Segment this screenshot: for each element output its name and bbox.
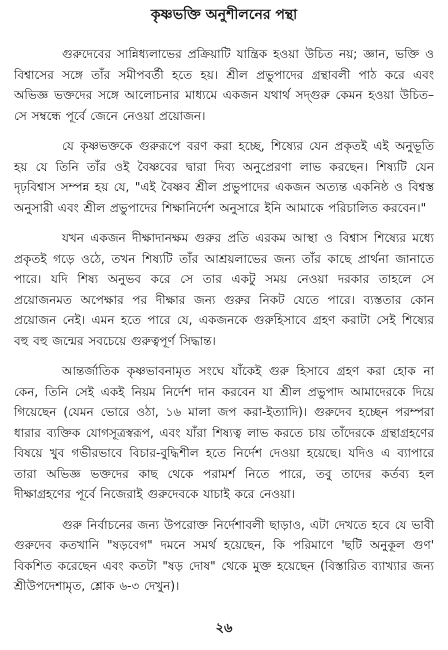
paragraph-2: যে কৃষ্ণভক্তকে গুরুরূপে বরণ করা হচ্ছে, শিষ্যের যেন প্রকৃতই এই অনুভূতি হয় যে তিনি তাঁর ওই বৈষ্ণবের দ্বারা দিব্য অনুপ্রেরণা লাভ করছেন। শিষ্যটি যেন দৃঢ়বিশ্বাস সম্পন্ন হয় যে, "এই বৈষ্ণব শ্রীল প্রভুপাদের একজন অত্যন্ত একনিষ্ঠ ও বিশ্বস্ত অনুসারী এবং শ্রীল প্রভুপাদের শিক্ষানির্দেশ অনুসারে ইনি আমাকে পরিচালিত করবেন।"	[14, 139, 434, 215]
page-title: কৃষ্ণভক্তি অনুশীলনের পন্থা	[150, 7, 298, 23]
paragraph-5: গুরু নির্বাচনের জন্য উপরোক্ত নির্দেশাবলী ছাড়াও, এটা দেখতে হবে যে ভাবী গুরুদেব কতখানি "ষড়বেগ" দমনে সমর্থ হয়েছেন, কি পরিমাণে 'ছটি অনুকূল গুণ' বিকশিত করেছেন এবং কতটা "ষড় দোষ" থেকে মুক্ত হয়েছেন (বিস্তারিত ব্যাখ্যার জন্য শ্রীউপদেশামৃত, শ্লোক ৬-৩ দেখুন)।	[14, 517, 434, 593]
paragraph-3: যখন একজন দীক্ষাদানক্ষম গুরুর প্রতি এরকম আস্থা ও বিশ্বাস শিষ্যের মধ্যে প্রকৃতই গড়ে ওঠে, তখন শিষ্যটি তাঁর আশ্রয়লাভের জন্য তাঁর কাছে প্রার্থনা জানাতে পারে। যদি শিষ্য অনুভব করে সে তার একটু সময় নেওয়া দরকার তাহলে সে প্রয়োজনমত অপেক্ষার পর দীক্ষার জন্য গুরুর নিকট যেতে পারে। ব্যস্ততার কোন প্রয়োজন নেই। এমন হতে পারে যে, একজনকে গুরুহিসাবে গ্রহণ করাটা সেই শিষ্যের বহু বহু জন্মের সবচেয়ে গুরুত্বপূর্ণ সিদ্ধান্ত।	[14, 231, 434, 348]
paragraph-1: গুরুদেবের সান্নিধ্যলাভের প্রক্রিয়াটি যান্ত্রিক হওয়া উচিত নয়; জ্ঞান, ভক্তি ও বিশ্বাসের সঙ্গে তাঁর সমীপবর্তী হতে হয়। শ্রীল প্রভুপাদের গ্রন্থাবলী পাঠ করে এবং অভিজ্ঞ ভক্তদের সঙ্গে আলোচনার মাধ্যমে একজন যথার্থ সদ্গুরু কেমন হওয়া উচিত– সে সম্বন্ধে পূর্বে জেনে নেওয়া প্রয়োজন।	[14, 47, 434, 123]
page-number: ২৬	[215, 621, 233, 636]
paragraph-4: আন্তর্জাতিক কৃষ্ণভাবনামৃত সংঘে যাঁকেই গুরু হিসাবে গ্রহণ করা হোক না কেন, তিনি সেই একই নিয়ম নির্দেশ দান করবেন যা শ্রীল প্রভুপাদ আমাদেরকে দিয়ে গিয়েছেন (যেমন ভোরে ওঠা, ১৬ মালা জপ করা-ইত্যাদি)। গুরুদেব হচ্ছেন পরম্পরা ধারার ব্যক্তিক যোগসূত্রস্বরূপ, এবং যাঁরা শিষ্যত্ব লাভ করতে চায় তাঁদেরকে গ্রন্থাগ্রহণের বিষয়ে খুব গভীরভাবে বিচার-বুদ্ধিশীল হতে নির্দেশ দেওয়া হয়েছে। যদিও এ ব্যাপারে তারা অভিজ্ঞ ভক্তদের কাছ থেকে পরামর্শ নিতে পারে, তবু তাদের কর্তব্য হল দীক্ষাগ্রহণের পূর্বে নিজেরাই গুরুদেবকে যাচাই করে নেওয়া।	[14, 364, 434, 501]
